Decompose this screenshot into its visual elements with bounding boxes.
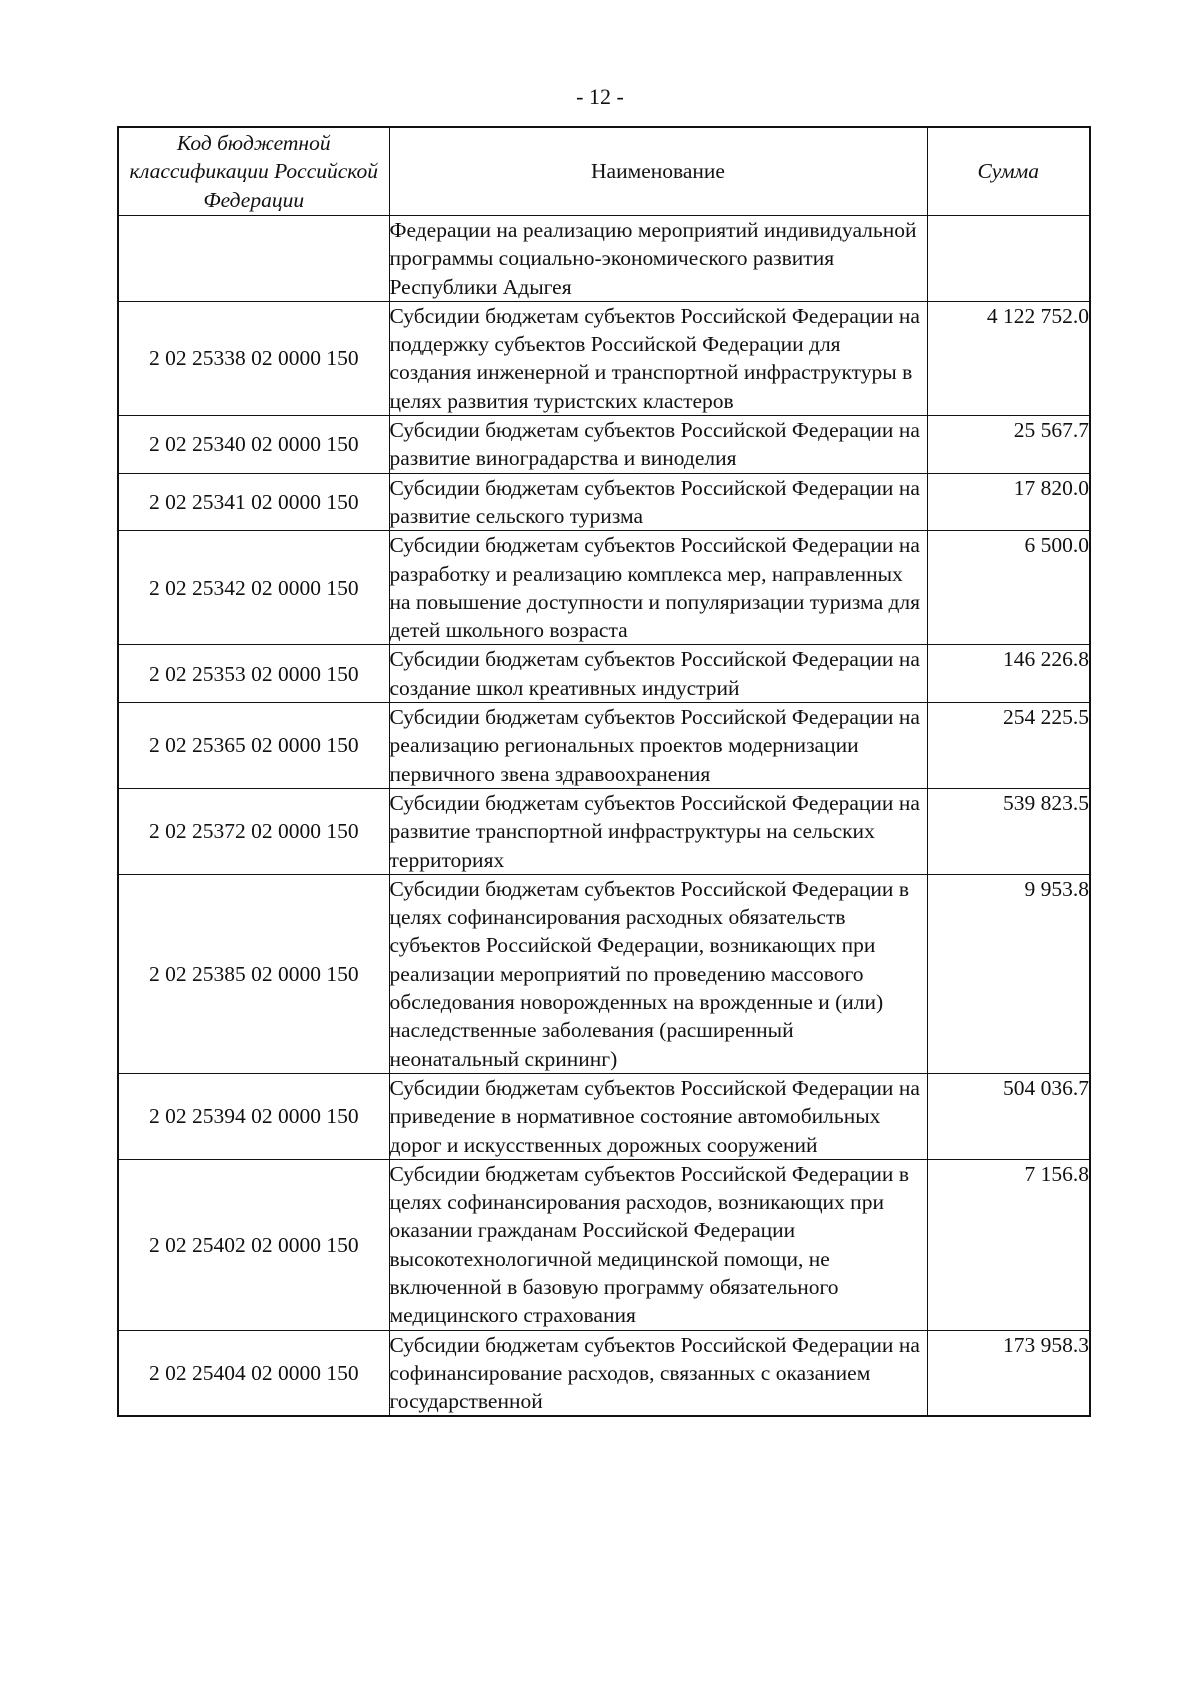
sum-cell: 173 958.3 [927, 1330, 1090, 1416]
table-header-row [118, 127, 1090, 216]
table-row [118, 416, 1090, 474]
code-cell: 2 02 25402 02 0000 150 [118, 1159, 389, 1330]
code-cell: 2 02 25385 02 0000 150 [118, 874, 389, 1073]
table-row [118, 301, 1090, 415]
name-cell: Субсидии бюджетам субъектов Российской Федерации в целях софинансирования расходных обязательств субъектов Российской Федерации, возникающих при реализации мероприятий по проведению массового обследования новорожденных на врожденные и (или) наследственные заболевания (расширенный неонатальный скрининг) [389, 874, 927, 1073]
column-header-code: Код бюджетной классификации Российской Федерации [118, 127, 389, 216]
code-cell: 2 02 25394 02 0000 150 [118, 1073, 389, 1159]
name-cell: Субсидии бюджетам субъектов Российской Федерации на софинансирование расходов, связанных с оказанием государственной [389, 1330, 927, 1416]
table-row [118, 1159, 1090, 1330]
column-header-sum: Сумма [927, 127, 1090, 216]
table-row [118, 703, 1090, 789]
sum-cell: 9 953.8 [927, 874, 1090, 1073]
table-row [118, 216, 1090, 302]
code-cell [118, 216, 389, 302]
table-row [118, 1073, 1090, 1159]
name-cell: Субсидии бюджетам субъектов Российской Федерации на развитие виноградарства и виноделия [389, 416, 927, 474]
code-cell: 2 02 25341 02 0000 150 [118, 473, 389, 531]
sum-cell: 25 567.7 [927, 416, 1090, 474]
column-header-name: Наименование [389, 127, 927, 216]
table-row [118, 788, 1090, 874]
sum-cell: 539 823.5 [927, 788, 1090, 874]
name-cell: Субсидии бюджетам субъектов Российской Федерации на разработку и реализацию комплекса мер, направленных на повышение доступности и популяризации туризма для детей школьного возраста [389, 531, 927, 645]
code-cell: 2 02 25338 02 0000 150 [118, 301, 389, 415]
code-cell: 2 02 25342 02 0000 150 [118, 531, 389, 645]
sum-cell: 6 500.0 [927, 531, 1090, 645]
code-cell: 2 02 25353 02 0000 150 [118, 645, 389, 703]
table-row [118, 531, 1090, 645]
name-cell: Субсидии бюджетам субъектов Российской Федерации на приведение в нормативное состояние автомобильных дорог и искусственных дорожных сооружений [389, 1073, 927, 1159]
sum-cell: 504 036.7 [927, 1073, 1090, 1159]
table-row [118, 874, 1090, 1073]
sum-cell: 4 122 752.0 [927, 301, 1090, 415]
sum-cell [927, 216, 1090, 302]
name-cell: Субсидии бюджетам субъектов Российской Федерации на поддержку субъектов Российской Федерации для создания инженерной и транспортной инфраструктуры в целях развития туристских кластеров [389, 301, 927, 415]
name-cell: Субсидии бюджетам субъектов Российской Федерации в целях софинансирования расходов, возникающих при оказании гражданам Российской Федерации высокотехнологичной медицинской помощи, не включенной в базовую программу обязательного медицинского страхования [389, 1159, 927, 1330]
page-number: - 12 - [576, 84, 624, 109]
code-cell: 2 02 25404 02 0000 150 [118, 1330, 389, 1416]
table-row [118, 473, 1090, 531]
name-cell: Субсидии бюджетам субъектов Российской Федерации на создание школ креативных индустрий [389, 645, 927, 703]
sum-cell: 7 156.8 [927, 1159, 1090, 1330]
name-cell: Субсидии бюджетам субъектов Российской Федерации на развитие транспортной инфраструктуры на сельских территориях [389, 788, 927, 874]
sum-cell: 17 820.0 [927, 473, 1090, 531]
name-cell: Федерации на реализацию мероприятий индивидуальной программы социально-экономического развития Республики Адыгея [389, 216, 927, 302]
table-row [118, 1330, 1090, 1416]
sum-cell: 254 225.5 [927, 703, 1090, 789]
name-cell: Субсидии бюджетам субъектов Российской Федерации на развитие сельского туризма [389, 473, 927, 531]
name-cell: Субсидии бюджетам субъектов Российской Федерации на реализацию региональных проектов модернизации первичного звена здравоохранения [389, 703, 927, 789]
code-cell: 2 02 25365 02 0000 150 [118, 703, 389, 789]
code-cell: 2 02 25340 02 0000 150 [118, 416, 389, 474]
table-row [118, 645, 1090, 703]
budget-table [117, 126, 1091, 1417]
sum-cell: 146 226.8 [927, 645, 1090, 703]
code-cell: 2 02 25372 02 0000 150 [118, 788, 389, 874]
